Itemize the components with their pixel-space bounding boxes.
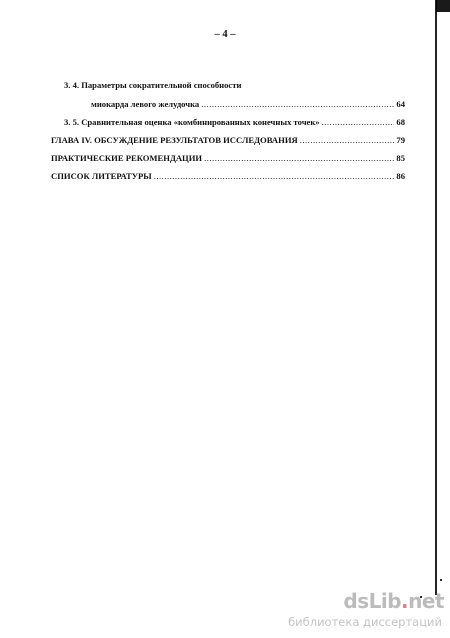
watermark-brand-dot: . (401, 589, 409, 613)
scan-edge-shadow-top (436, 0, 450, 12)
toc-entry-recommendations (51, 154, 405, 163)
toc-entry-text: миокарда левого желудочка (91, 99, 200, 109)
toc-entry-page: 86 (396, 171, 405, 181)
scan-edge-line (435, 0, 437, 595)
scan-speck (440, 579, 442, 581)
toc-leader-dots (201, 100, 394, 109)
toc-entry-page: 79 (396, 135, 405, 145)
watermark-brand-suffix: net (408, 589, 444, 613)
watermark (254, 589, 444, 633)
toc-leader-dots (204, 154, 394, 163)
page-number: – 4 – (214, 29, 236, 40)
toc-entry-page: 85 (396, 153, 405, 163)
toc-entry-references (51, 172, 405, 181)
toc-entry-page: 68 (396, 117, 405, 127)
watermark-brand-prefix: dsLib (343, 589, 402, 613)
toc-entry-3-5 (64, 118, 405, 127)
toc-entry-3-4 (91, 100, 405, 109)
toc-entry-chapter-4 (51, 136, 405, 145)
toc-entry-text: 3. 5. Сравнительная оценка «комбинированных конечных точек» (64, 117, 320, 127)
toc-entry-text: 3. 4. Параметры сократительной способности (64, 80, 242, 90)
toc-leader-dots (322, 118, 395, 127)
toc-entry-page: 64 (396, 99, 405, 109)
toc-leader-dots (300, 136, 395, 145)
watermark-brand (343, 589, 444, 613)
watermark-subtitle: библиотека диссертаций (288, 615, 442, 629)
toc-entry-3-4-heading (64, 81, 241, 90)
toc-entry-text: СПИСОК ЛИТЕРАТУРЫ (51, 171, 152, 181)
toc-leader-dots (154, 172, 395, 181)
toc-entry-text: ГЛАВА IV. ОБСУЖДЕНИЕ РЕЗУЛЬТАТОВ ИССЛЕДОВАНИЯ (51, 135, 298, 145)
toc-entry-text: ПРАКТИЧЕСКИЕ РЕКОМЕНДАЦИИ (51, 153, 203, 163)
